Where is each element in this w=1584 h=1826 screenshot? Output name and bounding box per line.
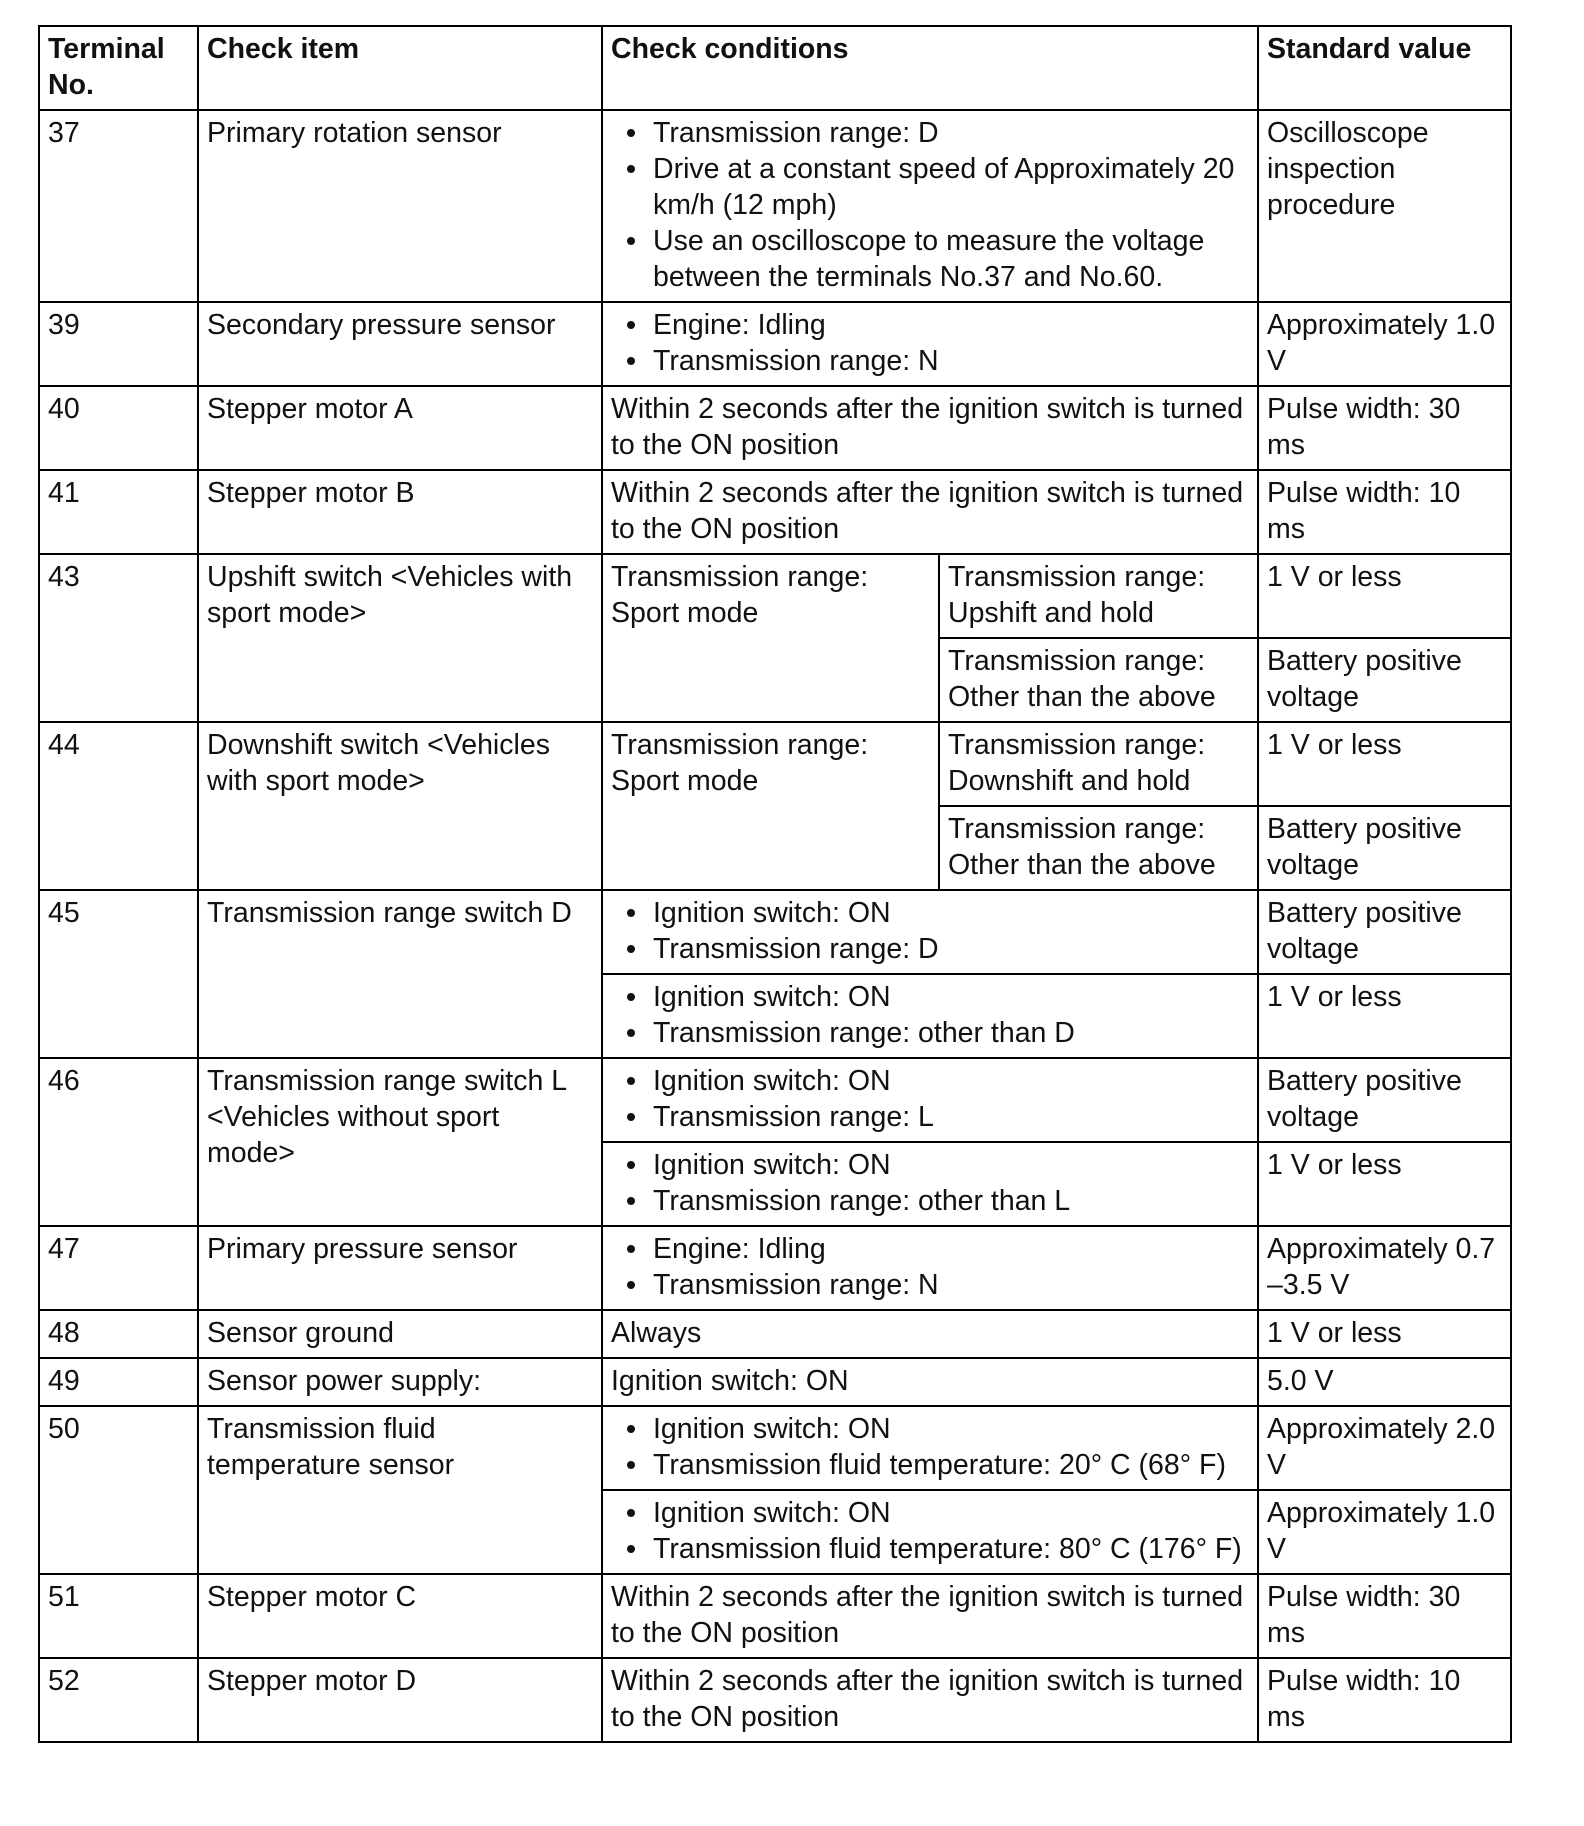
standard-value: Approximately 1.0 V [1258,1490,1511,1574]
standard-value: 5.0 V [1258,1358,1511,1406]
sub-condition: Transmission range: Upshift and hold [939,554,1258,638]
table-row [39,554,1511,638]
condition-list [611,307,1249,379]
terminal-no: 44 [39,722,198,890]
check-conditions [602,1058,1258,1142]
terminal-no: 51 [39,1574,198,1658]
check-item: Stepper motor A [198,386,602,470]
standard-value: 1 V or less [1258,974,1511,1058]
condition-list [611,1231,1249,1303]
standard-value: Pulse width: 10 ms [1258,470,1511,554]
condition-bullet: Transmission range: D [653,931,1249,967]
condition-bullet: Ignition switch: ON [653,1063,1249,1099]
check-item: Downshift switch <Vehicles with sport mode> [198,722,602,890]
check-item: Stepper motor B [198,470,602,554]
check-conditions: Always [602,1310,1258,1358]
condition-bullet: Drive at a constant speed of Approximately 20 km/h (12 mph) [653,151,1249,223]
condition-bullet: Transmission range: D [653,115,1249,151]
condition-bullet: Ignition switch: ON [653,895,1249,931]
terminal-no: 49 [39,1358,198,1406]
terminal-no: 39 [39,302,198,386]
terminal-no: 46 [39,1058,198,1226]
standard-value: Approximately 1.0 V [1258,302,1511,386]
standard-value: Pulse width: 30 ms [1258,1574,1511,1658]
check-conditions: Ignition switch: ON [602,1358,1258,1406]
check-item: Stepper motor C [198,1574,602,1658]
condition-list [611,1495,1249,1567]
condition-list [611,115,1249,295]
check-conditions: Within 2 seconds after the ignition switch is turned to the ON position [602,386,1258,470]
check-conditions [602,1226,1258,1310]
condition-bullet: Ignition switch: ON [653,1495,1249,1531]
standard-value: Battery positive voltage [1258,806,1511,890]
terminal-no: 45 [39,890,198,1058]
standard-value: Battery positive voltage [1258,1058,1511,1142]
table-row [39,1226,1511,1310]
check-item: Transmission fluid temperature sensor [198,1406,602,1574]
condition-bullet: Transmission range: L [653,1099,1249,1135]
check-item: Secondary pressure sensor [198,302,602,386]
standard-value: Battery positive voltage [1258,638,1511,722]
check-item: Upshift switch <Vehicles with sport mode> [198,554,602,722]
condition-bullet: Transmission fluid temperature: 80° C (176° F) [653,1531,1249,1567]
sub-condition: Transmission range: Downshift and hold [939,722,1258,806]
terminal-no: 48 [39,1310,198,1358]
terminal-no: 40 [39,386,198,470]
standard-value: Oscilloscope inspection procedure [1258,110,1511,302]
standard-value: 1 V or less [1258,1310,1511,1358]
check-item: Sensor power supply: [198,1358,602,1406]
condition-bullet: Engine: Idling [653,1231,1249,1267]
table-row [39,1658,1511,1742]
header-check-conditions: Check conditions [602,26,1258,110]
table-row [39,302,1511,386]
condition-list [611,1411,1249,1483]
check-conditions [602,1406,1258,1490]
terminal-no: 52 [39,1658,198,1742]
standard-value: Battery positive voltage [1258,890,1511,974]
table-row [39,890,1511,974]
check-item: Primary pressure sensor [198,1226,602,1310]
check-conditions: Within 2 seconds after the ignition switch is turned to the ON position [602,470,1258,554]
table-header-row [39,26,1511,110]
check-conditions [602,110,1258,302]
standard-value: 1 V or less [1258,1142,1511,1226]
condition-list [611,1063,1249,1135]
check-conditions [602,1142,1258,1226]
condition-list [611,979,1249,1051]
check-conditions [602,974,1258,1058]
table-row [39,1058,1511,1142]
header-check-item: Check item [198,26,602,110]
check-item: Transmission range switch D [198,890,602,1058]
check-conditions [602,890,1258,974]
terminal-no: 50 [39,1406,198,1574]
condition-bullet: Ignition switch: ON [653,1411,1249,1447]
check-conditions: Transmission range: Sport mode [602,722,939,890]
terminal-check-table [38,25,1512,1743]
standard-value: Approximately 0.7 –3.5 V [1258,1226,1511,1310]
terminal-no: 43 [39,554,198,722]
table-row [39,1358,1511,1406]
check-item: Primary rotation sensor [198,110,602,302]
check-conditions: Within 2 seconds after the ignition switch is turned to the ON position [602,1658,1258,1742]
sub-condition: Transmission range: Other than the above [939,806,1258,890]
condition-bullet: Engine: Idling [653,307,1249,343]
table-row [39,1406,1511,1490]
check-item: Sensor ground [198,1310,602,1358]
condition-list [611,895,1249,967]
condition-bullet: Transmission range: other than D [653,1015,1249,1051]
standard-value: 1 V or less [1258,554,1511,638]
check-conditions: Within 2 seconds after the ignition switch is turned to the ON position [602,1574,1258,1658]
table-row [39,722,1511,806]
table-row [39,110,1511,302]
standard-value: Pulse width: 30 ms [1258,386,1511,470]
standard-value: Pulse width: 10 ms [1258,1658,1511,1742]
condition-bullet: Transmission range: N [653,1267,1249,1303]
standard-value: Approximately 2.0 V [1258,1406,1511,1490]
table-row [39,1574,1511,1658]
condition-bullet: Transmission range: other than L [653,1183,1249,1219]
sub-condition: Transmission range: Other than the above [939,638,1258,722]
header-standard-value: Standard value [1258,26,1511,110]
table-row [39,1310,1511,1358]
condition-bullet: Transmission fluid temperature: 20° C (68° F) [653,1447,1249,1483]
condition-bullet: Transmission range: N [653,343,1249,379]
header-terminal-no: Terminal No. [39,26,198,110]
terminal-no: 37 [39,110,198,302]
table-row [39,470,1511,554]
standard-value: 1 V or less [1258,722,1511,806]
check-item: Transmission range switch L <Vehicles without sport mode> [198,1058,602,1226]
check-item: Stepper motor D [198,1658,602,1742]
check-conditions: Transmission range: Sport mode [602,554,939,722]
condition-bullet: Use an oscilloscope to measure the voltage between the terminals No.37 and No.60. [653,223,1249,295]
table-row [39,386,1511,470]
check-conditions [602,1490,1258,1574]
condition-bullet: Ignition switch: ON [653,979,1249,1015]
terminal-no: 41 [39,470,198,554]
condition-list [611,1147,1249,1219]
condition-bullet: Ignition switch: ON [653,1147,1249,1183]
terminal-no: 47 [39,1226,198,1310]
check-conditions [602,302,1258,386]
